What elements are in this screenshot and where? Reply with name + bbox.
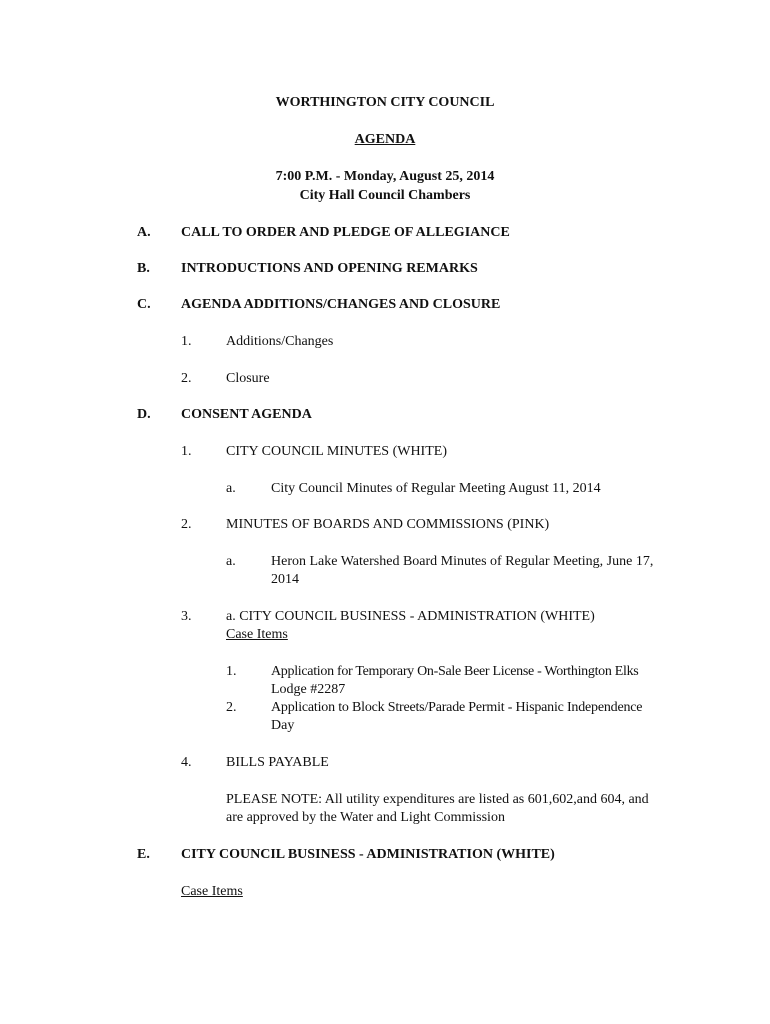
section-a-title: CALL TO ORDER AND PLEDGE OF ALLEGIANCE [181,225,510,240]
d-item-4-num: 4. [181,755,192,770]
case-1-line-2: Lodge #2287 [271,682,346,697]
case-2-line-2: Day [271,718,295,733]
agenda-title [0,130,770,149]
d-item-1-text: CITY COUNCIL MINUTES (WHITE) [226,444,447,459]
d-item-4-note-line-1: PLEASE NOTE: All utility expenditures are listed as 601,602,and 604, and [226,792,649,807]
case-2-num: 2. [226,700,237,715]
case-1-num: 1. [226,664,237,679]
section-b-letter: B. [137,261,150,276]
d-item-2a-line-1: Heron Lake Watershed Board Minutes of Regular Meeting, June 17, [271,554,654,569]
d-item-4-note-line-2: are approved by the Water and Light Commission [226,810,505,825]
section-c-letter: C. [137,297,151,312]
case-1-line-1: Application for Temporary On-Sale Beer License - Worthington Elks [271,664,639,679]
d-item-2a-line-2: 2014 [271,572,299,587]
meeting-time-date: 7:00 P.M. - Monday, August 25, 2014 [275,169,495,184]
d-item-3-num: 3. [181,609,192,624]
section-c-item-2-text: Closure [226,371,270,386]
d-item-1a-text: City Council Minutes of Regular Meeting August 11, 2014 [271,481,601,496]
section-b-title: INTRODUCTIONS AND OPENING REMARKS [181,261,478,276]
section-e-title: CITY COUNCIL BUSINESS - ADMINISTRATION (WHITE) [181,847,555,862]
section-e-case-items: Case Items [181,884,243,899]
d-item-1a-letter: a. [226,481,236,496]
section-a-letter: A. [137,225,151,240]
d-item-2a-letter: a. [226,554,236,569]
agenda-label: AGENDA [354,132,416,147]
section-e-letter: E. [137,847,150,862]
meeting-location: City Hall Council Chambers [299,188,471,203]
d-item-4-text: BILLS PAYABLE [226,755,329,770]
section-d-title: CONSENT AGENDA [181,407,312,422]
d-item-2-num: 2. [181,517,192,532]
section-c-title: AGENDA ADDITIONS/CHANGES AND CLOSURE [181,297,501,312]
case-2-line-1: Application to Block Streets/Parade Permit - Hispanic Independence [271,700,643,715]
d-item-1-num: 1. [181,444,192,459]
section-c-item-1-num: 1. [181,334,192,349]
d-item-3-case-items: Case Items [226,627,288,642]
section-c-item-1-text: Additions/Changes [226,334,334,349]
council-title: WORTHINGTON CITY COUNCIL [275,95,495,110]
d-item-3-text: a. CITY COUNCIL BUSINESS - ADMINISTRATION (WHITE) [226,609,595,624]
d-item-2-text: MINUTES OF BOARDS AND COMMISSIONS (PINK) [226,517,550,532]
section-d-letter: D. [137,407,151,422]
section-c-item-2-num: 2. [181,371,192,386]
